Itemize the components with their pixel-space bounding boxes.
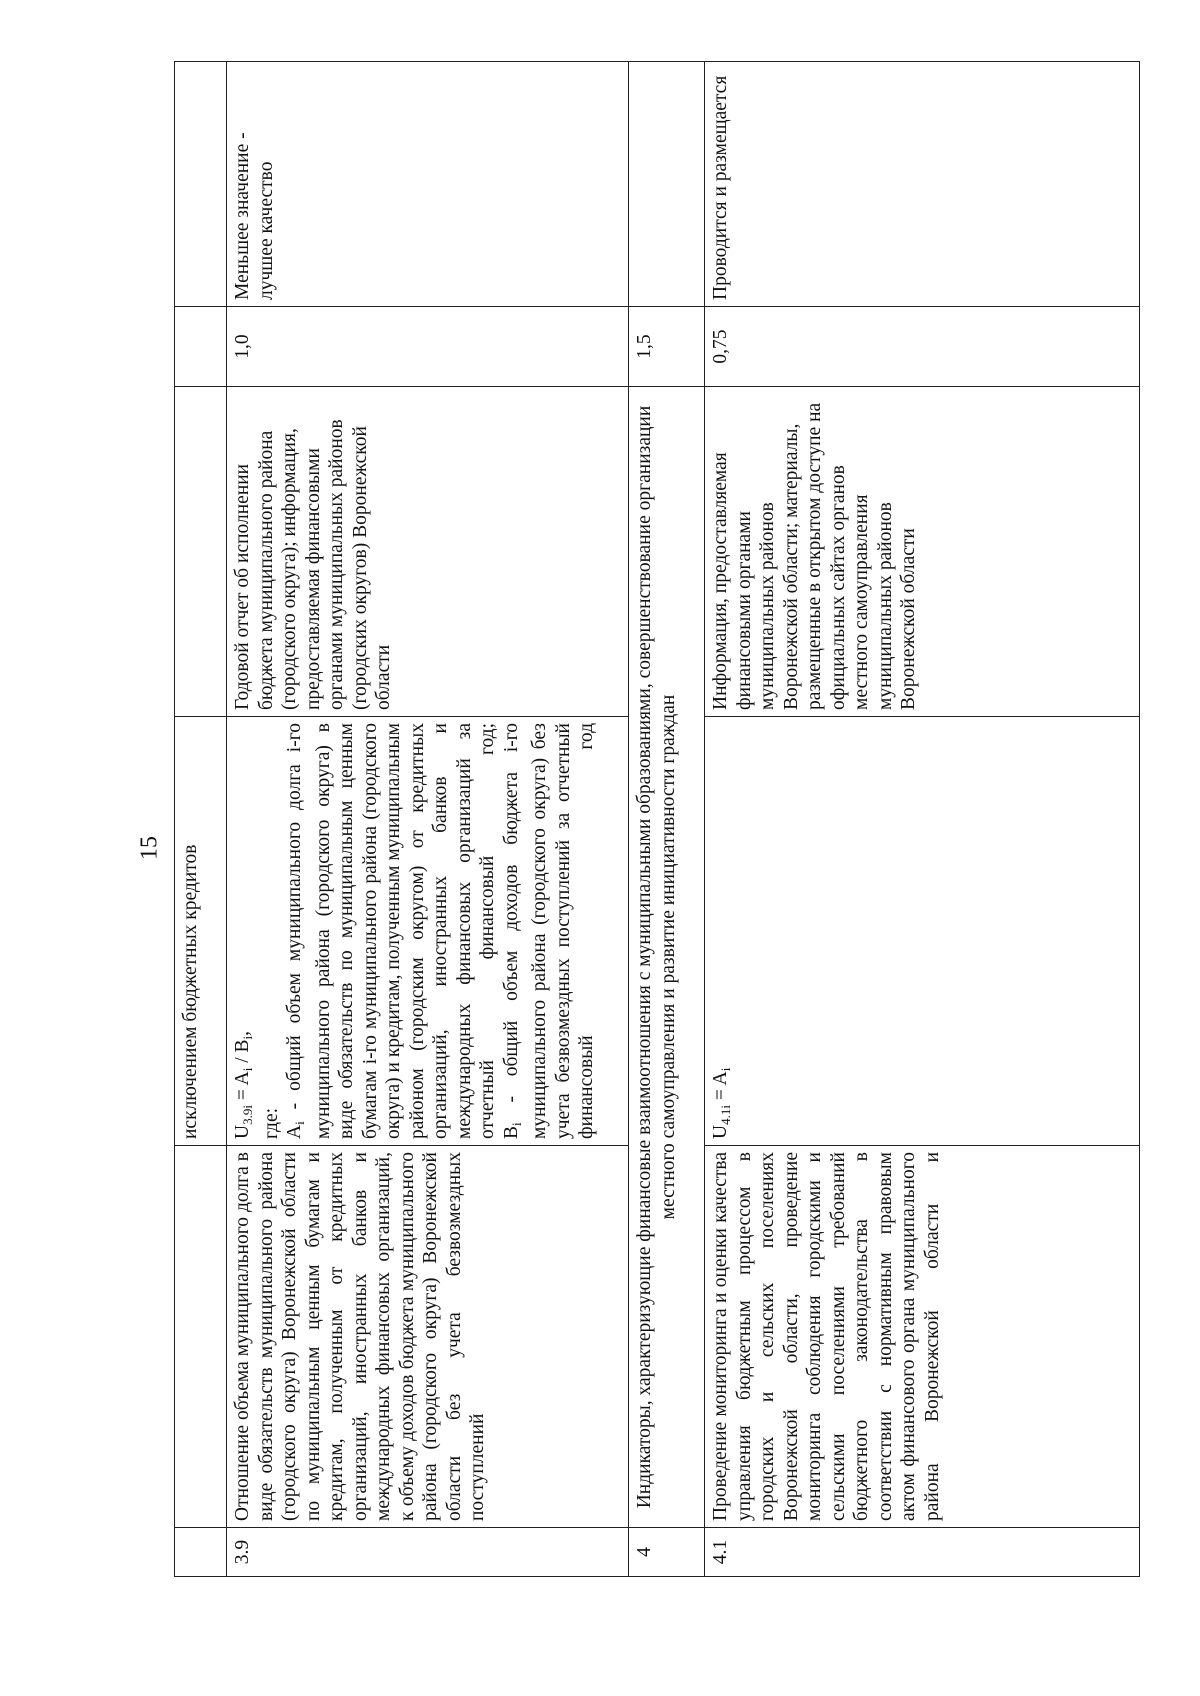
cell-formula-cont: исключением бюджетных кредитов [175, 717, 227, 1146]
cell-title-4: Индикаторы, характеризующие финансовые взаимоотношения с муниципальными образованиями, совершенствование организации местного самоуправления и развитие инициативности граждан [629, 387, 705, 1528]
cell-desc-4-1: Проведение мониторинга и оценки качества управления бюджетным процессом в городских и сельских поселениях Воронежской области, проведение мониторинга соблюдения городскими и сельскими поселениями требований бюджетного законодательства в соответствии с нормативным правовым актом финансового органа муниципального района Воронежской области и [705, 1146, 1140, 1528]
indicator-table [174, 61, 1140, 1577]
formula-where: где: [260, 1107, 282, 1139]
cell-formula-3-9 [227, 717, 629, 1146]
cell-note-4 [629, 62, 705, 307]
cell-num-cont [175, 1528, 227, 1577]
cell-source-4-1: Информация, предоставляемая финансовыми органами муниципальных районов Воронежской области; материалы, размещенные в открытом доступе на официальных сайтах органов местного самоуправления муниципальных районов Воронежской области [705, 387, 1140, 717]
cell-note-4-1: Проводится и размещается [705, 62, 1140, 307]
table-row-4-1 [705, 62, 1140, 1577]
cell-num-4-1: 4.1 [705, 1528, 1140, 1577]
table-row-continuation [175, 62, 227, 1577]
cell-source-3-9: Годовой отчет об исполнении бюджета муниципального района (городского округа); информация, предоставляемая финансовыми органами муниципальных районов (городских округов) Воронежской области [227, 387, 629, 717]
cell-desc-cont [175, 1146, 227, 1528]
formula-3-9: $U_{3.9i} = A_i / B_i$, [232, 1030, 255, 1139]
cell-formula-4-1: $U_{4.1i} = A_i$ [705, 717, 1140, 1146]
cell-weight-4: 1,5 [629, 307, 705, 387]
cell-weight-4-1: 0,75 [705, 307, 1140, 387]
formula-def-a: $A_i$ - общий объем муниципального долга i-го муниципального района (городского округа) в виде обязательств по муниципальным ценным бумагам i-го муниципального района (городского округа) и кредитам, полученным муниципальным районом (городским округом) от кредитных организаций, иностранных банков и международных финансовых организаций за отчетный финансовый год; [284, 723, 498, 1139]
cell-note-cont [175, 62, 227, 307]
formula-def-b: $B_i$ - общий объем доходов бюджета i-го муниципального района (городского округа) без учета безвозмездных поступлений за отчетный финансовый год [500, 723, 597, 1139]
cell-num-4: 4 [629, 1528, 705, 1577]
cell-weight-cont [175, 307, 227, 387]
cell-desc-3-9: Отношение объема муниципального долга в виде обязательств муниципального района (городского округа) Воронежской области по муниципальным ценным бумагам и кредитам, полученным от кредитных организаций, иностранных банков и международных финансовых организаций, к объему доходов бюджета муниципального района (городского округа) Воронежской области без учета безвозмездных поступлений [227, 1146, 629, 1528]
table-row-4 [629, 62, 705, 1577]
cell-source-cont [175, 387, 227, 717]
cell-num-3-9: 3.9 [227, 1528, 629, 1577]
cell-weight-3-9: 1,0 [227, 307, 629, 387]
rotated-table-container [174, 62, 1140, 1577]
table-row-3-9 [227, 62, 629, 1577]
cell-note-3-9: Меньшее значение - лучшее качество [227, 62, 629, 307]
page-number-text: 15 [136, 836, 163, 860]
